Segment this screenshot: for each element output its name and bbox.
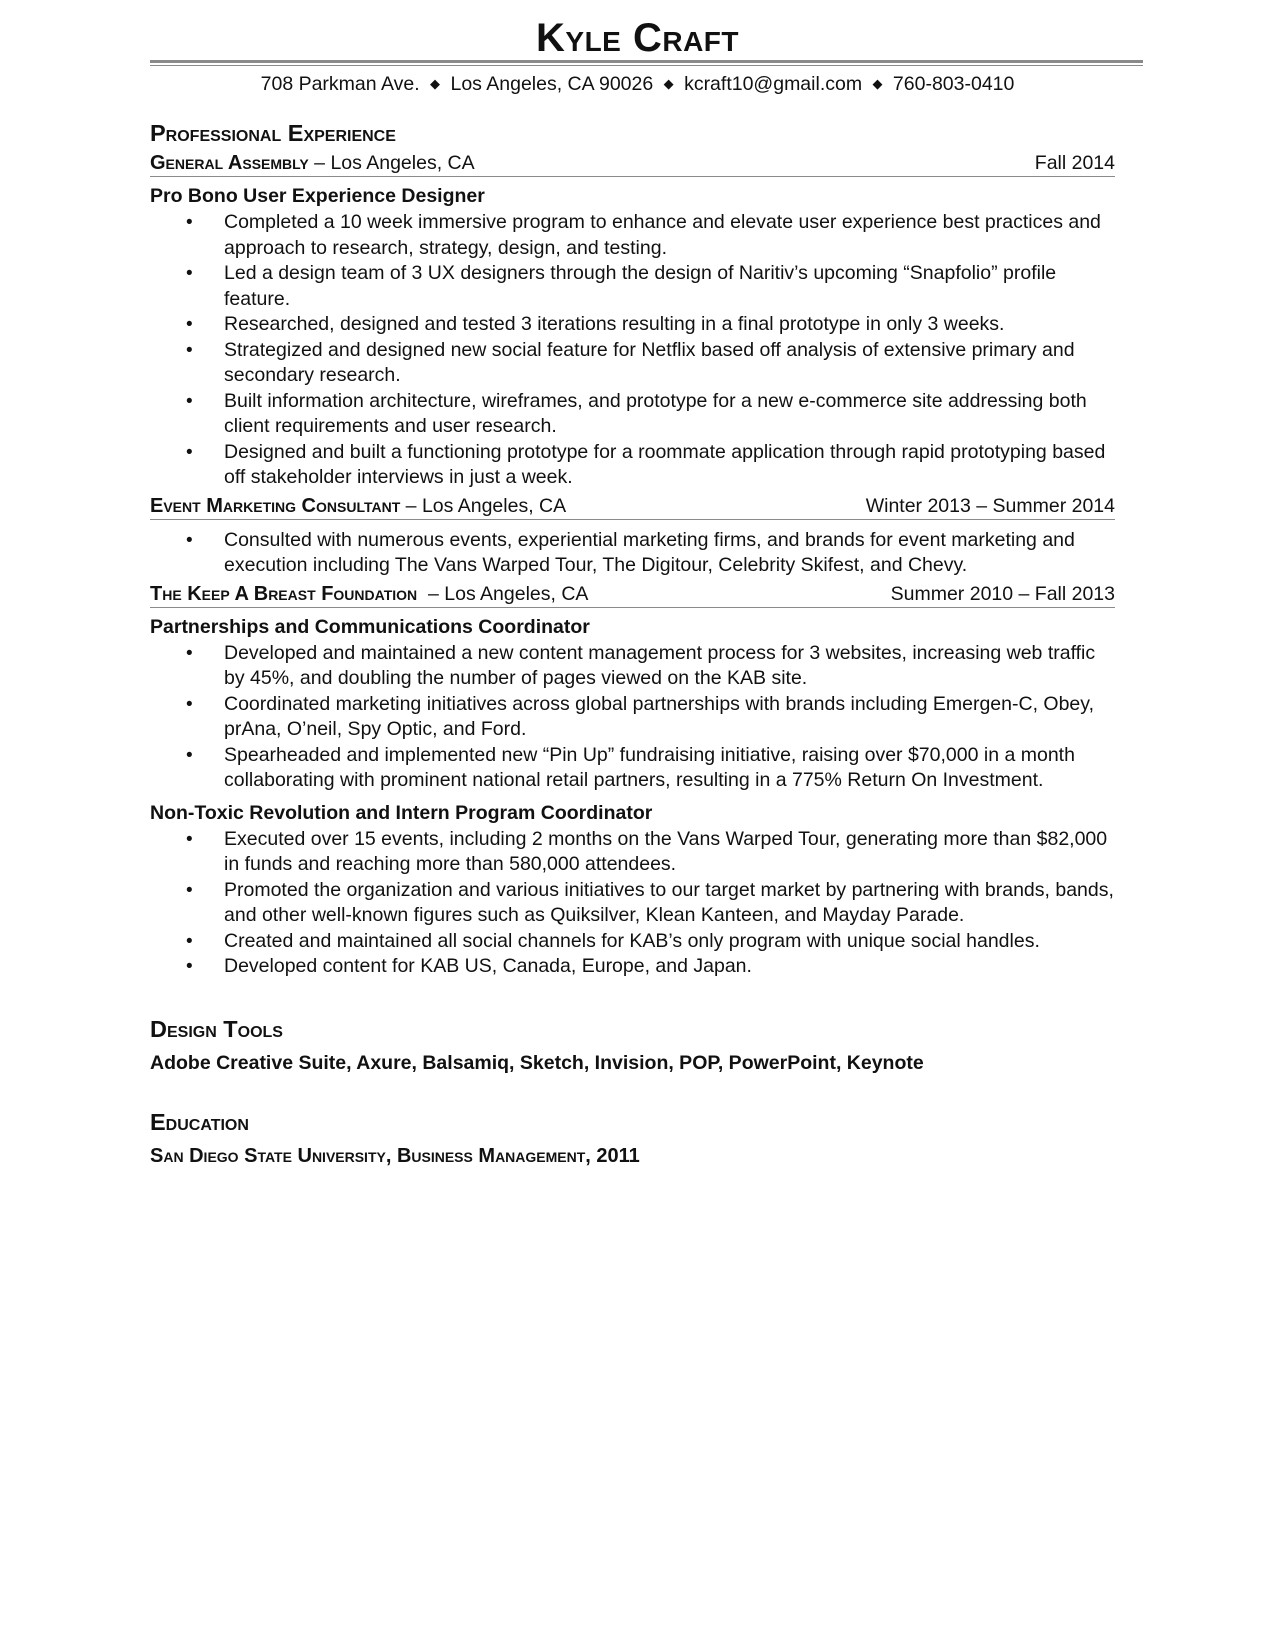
- bullet-icon: •: [186, 390, 193, 412]
- employer-name: The Keep A Breast Foundation: [150, 582, 418, 605]
- contact-phone: 760-803-0410: [892, 73, 1015, 95]
- diamond-separator-icon: ◆: [430, 76, 441, 91]
- bullet-icon: •: [186, 693, 193, 715]
- bullet-list: [150, 827, 1115, 980]
- education-entry: San Diego State University, Business Management, 2011: [150, 1144, 640, 1167]
- bullet-text: Built information architecture, wireframes, and prototype for a new e-commerce site addressing both client requirements and user research.: [224, 389, 1087, 437]
- diamond-separator-icon: ◆: [872, 76, 883, 91]
- employer-row: [150, 493, 1115, 520]
- list-item: [150, 261, 1115, 312]
- employer-row: [150, 581, 1115, 608]
- bullet-text: Strategized and designed new social feature for Netflix based off analysis of extensive primary and secondary research.: [224, 338, 1075, 386]
- bullet-icon: •: [186, 441, 193, 463]
- employer-location: – Los Angeles, CA: [308, 152, 475, 174]
- role-title: Pro Bono User Experience Designer: [150, 185, 485, 207]
- bullet-text: Developed content for KAB US, Canada, Europe, and Japan.: [224, 955, 752, 977]
- list-item: [150, 389, 1115, 440]
- bullet-text: Designed and built a functioning prototype for a roommate application through rapid prototyping based off stakeholder interviews in just a week.: [224, 440, 1106, 488]
- contact-email[interactable]: kcraft10@gmail.com: [684, 73, 863, 95]
- resume-name: Kyle Craft: [536, 16, 739, 60]
- list-item: [150, 338, 1115, 389]
- bullet-icon: •: [186, 930, 193, 952]
- list-item: [150, 954, 1115, 980]
- bullet-text: Created and maintained all social channels for KAB’s only program with unique social handles.: [224, 929, 1040, 952]
- employer-location: – Los Angeles, CA: [400, 494, 567, 517]
- employer-title: [150, 581, 588, 607]
- header-divider-thin: [150, 65, 1143, 66]
- bullet-icon: •: [186, 642, 193, 664]
- contact-address: 708 Parkman Ave.: [260, 73, 420, 95]
- tools-list: Adobe Creative Suite, Axure, Balsamiq, Sketch, Invision, POP, PowerPoint, Keynote: [150, 1051, 924, 1074]
- bullet-list: [150, 641, 1115, 794]
- bullet-text: Completed a 10 week immersive program to enhance and elevate user experience best practices and approach to research, strategy, design, and testing.: [224, 211, 1101, 259]
- list-item: [150, 743, 1115, 794]
- employer-row: [150, 150, 1115, 177]
- list-item: [150, 440, 1115, 491]
- tools-heading: Design Tools: [150, 1015, 283, 1042]
- education-heading: Education: [150, 1108, 249, 1135]
- employer-name: General Assembly: [150, 152, 309, 174]
- employment-dates: Summer 2010 – Fall 2013: [890, 582, 1115, 605]
- list-item: [150, 878, 1115, 929]
- diamond-separator-icon: ◆: [663, 76, 674, 91]
- list-item: [150, 312, 1115, 338]
- bullet-text: Spearheaded and implemented new “Pin Up” fundraising initiative, raising over $70,000 in a month collaborating with prominent national retail partners, resulting in a 775% Return On Investment.: [224, 743, 1075, 791]
- role-title: Partnerships and Communications Coordinator: [150, 615, 590, 638]
- role-title: Non-Toxic Revolution and Intern Program Coordinator: [150, 801, 653, 824]
- bullet-icon: •: [186, 744, 193, 766]
- job-list: [150, 150, 1115, 980]
- bullet-text: Consulted with numerous events, experiential marketing firms, and brands for event marketing and execution including The Vans Warped Tour, The Digitour, Celebrity Skifest, and Chevy.: [224, 528, 1075, 576]
- bullet-icon: •: [186, 529, 193, 551]
- bullet-text: Promoted the organization and various initiatives to our target market by partnering with brands, bands, and other well-known figures such as Quiksilver, Klean Kanteen, and Mayday Parade.: [224, 878, 1114, 926]
- bullet-text: Developed and maintained a new content management process for 3 websites, increasing web traffic by 45%, and doubling the number of pages viewed on the KAB site.: [224, 641, 1096, 689]
- bullet-text: Researched, designed and tested 3 iterations resulting in a final prototype in only 3 weeks.: [224, 313, 1005, 335]
- list-item: [150, 210, 1115, 261]
- bullet-icon: •: [186, 828, 193, 850]
- employer-location: – Los Angeles, CA: [417, 582, 589, 605]
- contact-city: Los Angeles, CA 90026: [450, 73, 654, 95]
- list-item: [150, 528, 1115, 579]
- experience-heading: Professional Experience: [150, 120, 396, 146]
- bullet-list: [150, 210, 1115, 491]
- list-item: [150, 692, 1115, 743]
- bullet-icon: •: [186, 263, 193, 284]
- bullet-text: Led a design team of 3 UX designers through the design of Naritiv’s upcoming “Snapfolio” profile feature.: [224, 262, 1057, 310]
- bullet-icon: •: [186, 879, 193, 901]
- list-item: [150, 929, 1115, 955]
- employer-title: [150, 493, 566, 519]
- list-item: [150, 827, 1115, 878]
- employment-dates: Winter 2013 – Summer 2014: [865, 494, 1115, 517]
- contact-line: [0, 71, 1275, 97]
- resume-body: [150, 118, 1115, 1170]
- bullet-text: Executed over 15 events, including 2 months on the Vans Warped Tour, generating more than $82,000 in funds and reaching more than 580,000 attendees.: [224, 827, 1108, 875]
- bullet-text: Coordinated marketing initiatives across global partnerships with brands including Emergen-C, Obey, prAna, O’neil, Spy Optic, and Ford.: [224, 692, 1094, 740]
- employer-name: Event Marketing Consultant: [150, 494, 401, 517]
- header-divider: [150, 60, 1143, 63]
- bullet-icon: •: [186, 314, 193, 335]
- employment-dates: Fall 2014: [1034, 152, 1115, 174]
- employer-title: [150, 150, 475, 176]
- bullet-icon: •: [186, 212, 193, 233]
- bullet-list: [150, 528, 1115, 579]
- bullet-icon: •: [186, 956, 193, 977]
- list-item: [150, 641, 1115, 692]
- bullet-icon: •: [186, 339, 193, 361]
